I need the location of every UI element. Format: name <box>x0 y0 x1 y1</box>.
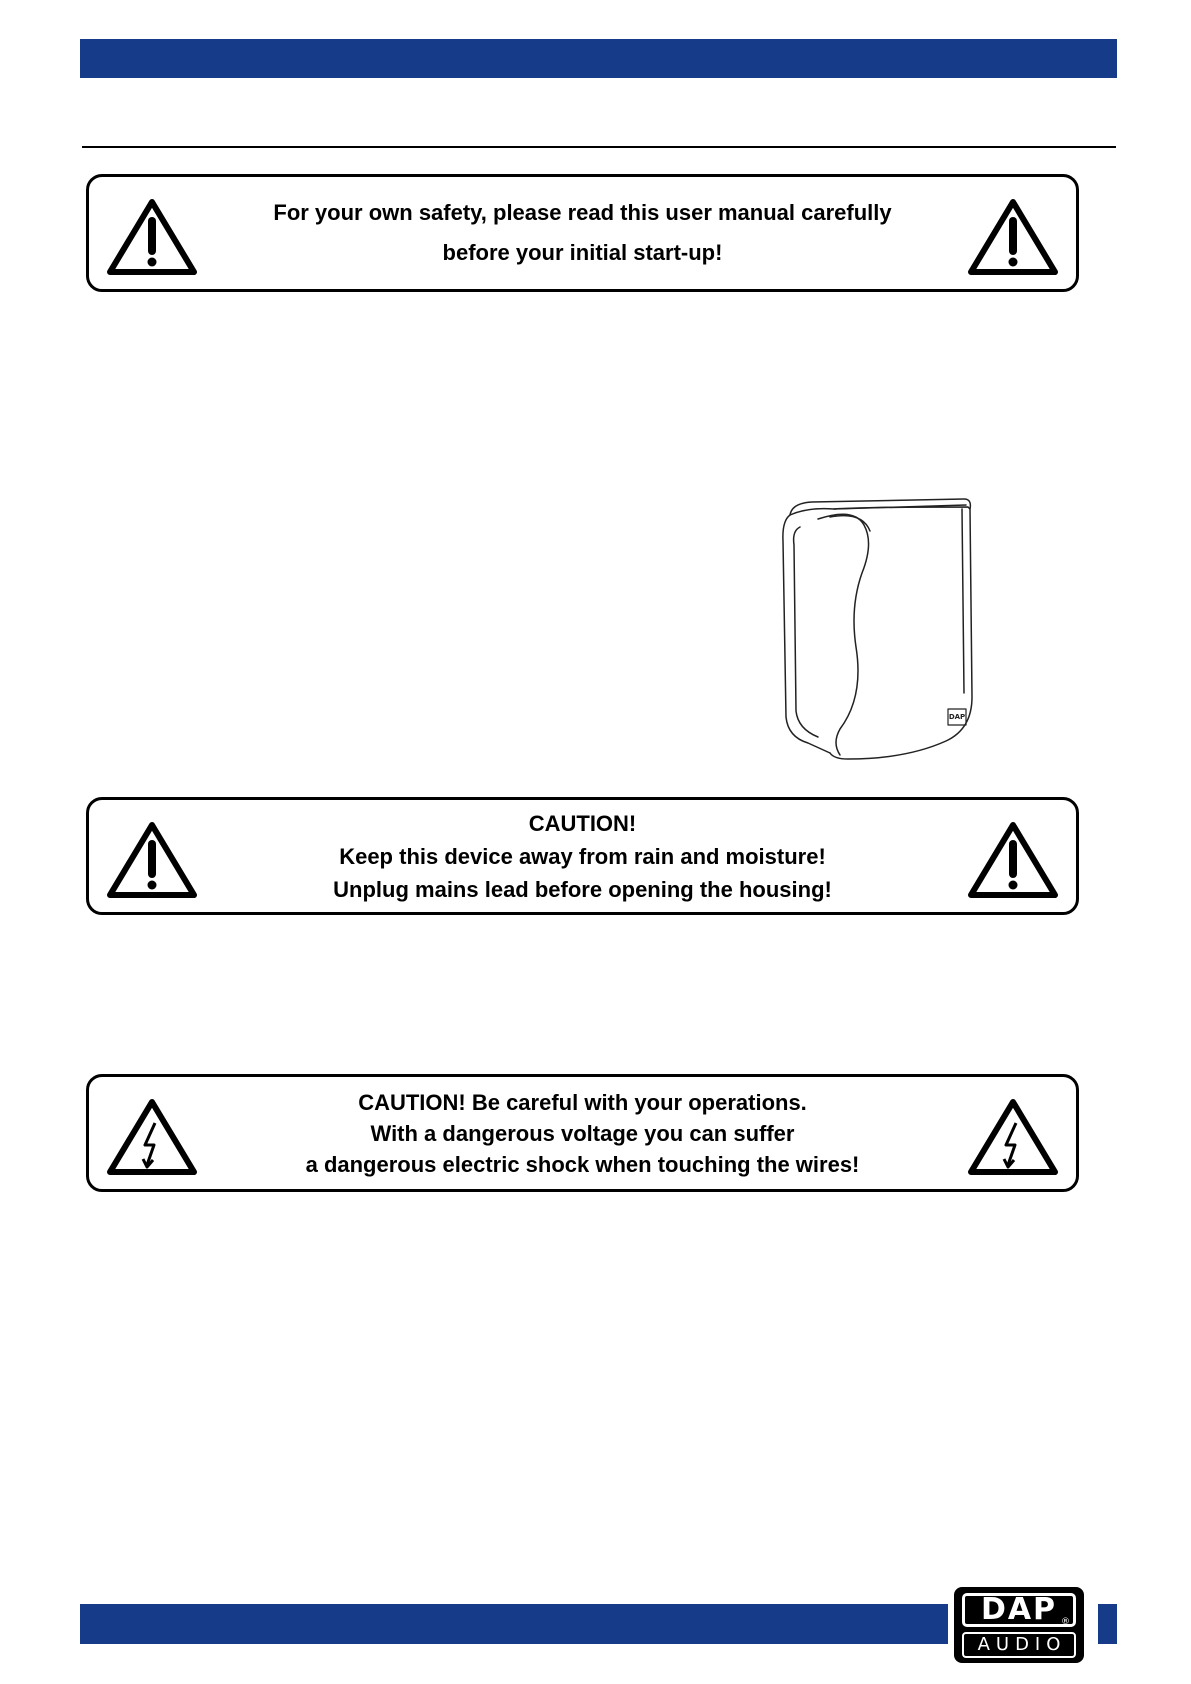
logo-badge <box>954 1587 1084 1663</box>
warning-line: Keep this device away from rain and moisture! <box>339 843 826 869</box>
warning-text <box>209 177 956 289</box>
exclamation-warning-icon <box>966 197 1060 277</box>
caution-moisture-box <box>86 797 1079 915</box>
warning-line: a dangerous electric shock when touching the wires! <box>305 1151 860 1177</box>
registered-mark: ® <box>1061 1617 1070 1627</box>
electric-shock-warning-icon <box>105 1097 199 1177</box>
warning-line: before your initial start-up! <box>442 240 723 265</box>
electric-shock-warning-icon <box>966 1097 1060 1177</box>
warning-line: Unplug mains lead before opening the housing! <box>333 876 832 902</box>
dap-audio-logo <box>948 1587 1098 1667</box>
warning-text <box>209 1077 956 1189</box>
exclamation-warning-icon <box>105 820 199 900</box>
warning-line: CAUTION! <box>528 810 637 836</box>
header-bar <box>80 39 1117 78</box>
logo-audio-text: AUDIO <box>962 1632 1076 1658</box>
warning-text <box>209 800 956 912</box>
warning-line: CAUTION! Be careful with your operations. <box>358 1089 807 1115</box>
exclamation-warning-icon <box>105 197 199 277</box>
logo-dap-text: DAP <box>962 1593 1076 1627</box>
caution-shock-box <box>86 1074 1079 1192</box>
warning-line: With a dangerous voltage you can suffer <box>370 1120 795 1146</box>
speaker-badge: DAP <box>948 713 966 721</box>
safety-warning-box <box>86 174 1079 292</box>
header-rule <box>82 146 1116 148</box>
speaker-illustration <box>778 497 974 775</box>
warning-line: For your own safety, please read this user manual carefully <box>273 200 892 225</box>
exclamation-warning-icon <box>966 820 1060 900</box>
